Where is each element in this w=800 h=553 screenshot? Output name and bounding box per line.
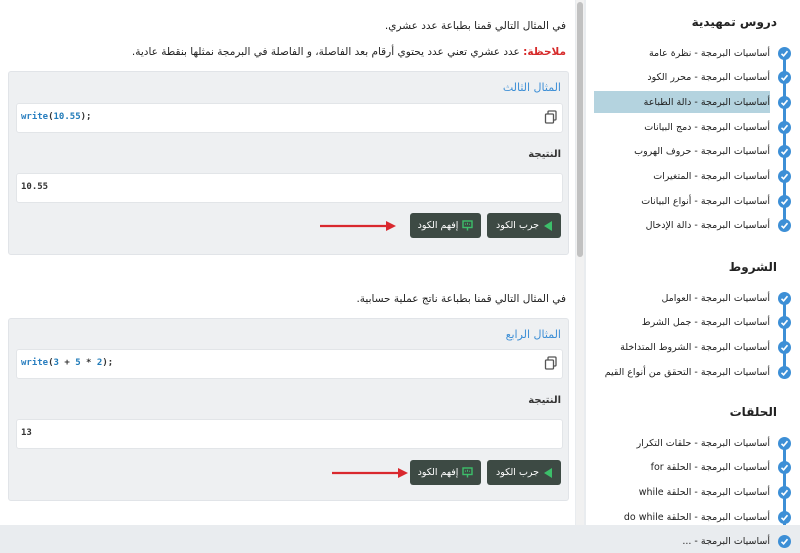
- sidebar-item-label: أساسيات البرمجة - دالة الإدخال: [645, 220, 770, 232]
- check-icon: [778, 121, 791, 134]
- sidebar-item-label: أساسيات البرمجة - الحلقة for: [650, 462, 770, 474]
- check-icon: [778, 170, 791, 183]
- sidebar-item-label: أساسيات البرمجة - دالة الطباعة: [643, 96, 770, 108]
- sidebar-item-label: أساسيات البرمجة - دمج البيانات: [644, 121, 770, 133]
- play-icon: [544, 468, 552, 478]
- check-icon: [778, 511, 791, 524]
- section-title-intro: دروس تمهيدية: [691, 15, 777, 29]
- sidebar-item-label: أساسيات البرمجة - العوامل: [661, 292, 770, 304]
- presentation-icon: [462, 220, 473, 231]
- sidebar-item[interactable]: [642, 312, 770, 334]
- sidebar-item-label: أساسيات البرمجة - محرر الكود: [647, 72, 770, 84]
- check-icon: [778, 145, 791, 158]
- sidebar-item-label: أساسيات البرمجة - المتغيرات: [653, 171, 770, 182]
- code-function: write: [21, 112, 49, 122]
- result-box: [16, 173, 563, 203]
- example-card-3: [8, 71, 569, 255]
- result-text: 10.55: [21, 182, 49, 192]
- sidebar-item-label: أساسيات البرمجة - نظرة عامة: [648, 47, 770, 59]
- sidebar-item[interactable]: [641, 190, 770, 212]
- copy-icon[interactable]: [544, 110, 558, 124]
- code-function: write: [21, 358, 49, 368]
- check-icon: [778, 47, 791, 60]
- note-text: عدد عشري تعني عدد يحتوي أرقام بعد الفاصلة، و الفاصلة في البرمجة نمثلها بنقطة عادية.: [131, 46, 524, 58]
- play-icon: [544, 221, 552, 231]
- understand-code-label: إفهم الكود: [417, 220, 459, 231]
- check-icon: [778, 486, 791, 499]
- try-code-button[interactable]: [487, 460, 561, 485]
- scrollbar-thumb[interactable]: [577, 2, 583, 257]
- section-title-loops: الحلقات: [729, 405, 777, 419]
- check-icon: [778, 292, 791, 305]
- sidebar-item-label: أساسيات البرمجة - الحلقة do while: [623, 511, 770, 523]
- sidebar-item-label: أساسيات البرمجة - التحقق من أنواع القيم: [604, 366, 770, 378]
- understand-code-button[interactable]: [410, 213, 481, 238]
- sidebar-item-label: أساسيات البرمجة - حلقات التكرار: [636, 437, 770, 449]
- try-code-button[interactable]: [487, 213, 561, 238]
- sidebar-item[interactable]: [634, 141, 770, 163]
- check-icon: [778, 341, 791, 354]
- example-title: المثال الرابع: [505, 328, 561, 341]
- sidebar-item[interactable]: [647, 67, 770, 89]
- result-label: النتيجة: [528, 149, 561, 160]
- section-title-conditions: الشروط: [728, 260, 777, 274]
- lessons-sidebar: [586, 0, 800, 548]
- presentation-icon: [462, 467, 473, 478]
- intro-paragraph-1: في المثال التالي قمنا بطباعة عدد عشري.: [384, 20, 566, 32]
- code-text: write(10.55);: [21, 112, 92, 122]
- sidebar-item[interactable]: [682, 531, 770, 553]
- check-icon: [778, 437, 791, 450]
- sidebar-item-label: أساسيات البرمجة - الحلقة while: [638, 486, 770, 498]
- note-label: ملاحظة:: [523, 46, 566, 58]
- sidebar-item[interactable]: [653, 166, 770, 188]
- check-icon: [778, 366, 791, 379]
- check-icon: [778, 71, 791, 84]
- check-icon: [778, 461, 791, 474]
- sidebar-item[interactable]: [646, 215, 770, 237]
- red-arrow-annotation: [318, 219, 398, 233]
- check-icon: [778, 535, 791, 548]
- progress-track: [783, 298, 786, 372]
- check-icon: [778, 195, 791, 208]
- intro-paragraph-2: في المثال التالي قمنا بطباعة ناتج عملية حسابية.: [356, 293, 566, 305]
- check-icon: [778, 96, 791, 109]
- note-paragraph: [132, 46, 566, 58]
- sidebar-item[interactable]: [639, 481, 770, 503]
- code-block: [16, 349, 563, 379]
- try-code-label: جرب الكود: [496, 220, 539, 231]
- code-number: 10.55: [53, 112, 81, 122]
- sidebar-item[interactable]: [649, 42, 770, 64]
- understand-code-label: إفهم الكود: [417, 467, 459, 478]
- sidebar-item[interactable]: [637, 432, 770, 454]
- example-title: المثال الثالث: [502, 81, 561, 94]
- sidebar-item-label: أساسيات البرمجة - جمل الشرط: [641, 317, 770, 329]
- content-scrollbar[interactable]: [576, 0, 584, 525]
- copy-icon[interactable]: [544, 356, 558, 370]
- red-arrow-annotation: [330, 466, 410, 480]
- sidebar-item[interactable]: [620, 336, 770, 358]
- result-label: النتيجة: [528, 395, 561, 406]
- check-icon: [778, 316, 791, 329]
- code-block: [16, 103, 563, 133]
- sidebar-item-label: أساسيات البرمجة - حروف الهروب: [634, 146, 770, 158]
- result-box: [16, 419, 563, 449]
- understand-code-button[interactable]: [410, 460, 481, 485]
- sidebar-item[interactable]: [605, 361, 770, 383]
- sidebar-item-label: أساسيات البرمجة - أنواع البيانات: [641, 195, 770, 207]
- sidebar-item-label: أساسيات البرمجة - الشروط المتداخلة: [620, 341, 770, 353]
- sidebar-item[interactable]: [644, 116, 770, 138]
- sidebar-item[interactable]: [661, 287, 770, 309]
- try-code-label: جرب الكود: [496, 467, 539, 478]
- sidebar-item[interactable]: [624, 506, 770, 528]
- result-text: 13: [21, 428, 32, 438]
- sidebar-item-label: أساسيات البرمجة - ...: [682, 536, 770, 548]
- sidebar-item[interactable]: [651, 457, 770, 479]
- example-card-4: [8, 318, 569, 501]
- sidebar-item[interactable]: [594, 91, 770, 113]
- check-icon: [778, 219, 791, 232]
- code-text: write(3 + 5 * 2);: [21, 358, 114, 368]
